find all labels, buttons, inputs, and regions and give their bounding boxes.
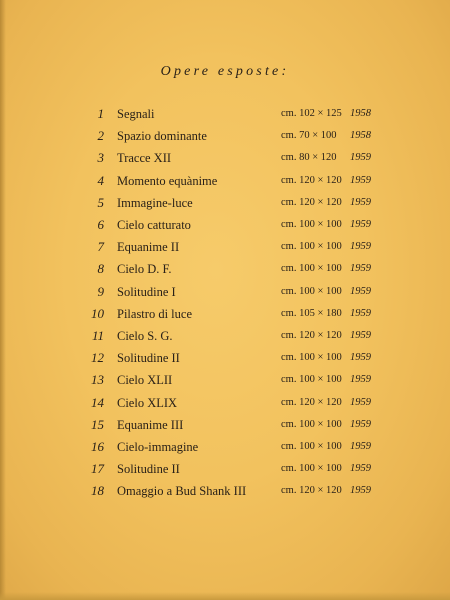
work-row xyxy=(0,282,450,302)
work-row xyxy=(0,193,450,213)
work-number: 3 xyxy=(97,150,104,166)
work-row xyxy=(0,370,450,390)
work-title: Immagine-luce xyxy=(117,195,193,210)
work-row xyxy=(0,259,450,279)
work-title: Cielo catturato xyxy=(117,218,191,232)
work-number: 6 xyxy=(97,217,104,232)
work-title: Solitudine II xyxy=(117,351,180,366)
work-year: 1959 xyxy=(350,219,371,230)
work-title: Cielo-immagine xyxy=(117,440,199,454)
work-number: 11 xyxy=(91,328,104,343)
work-dimensions: cm. 100 × 100 xyxy=(281,418,342,430)
work-row xyxy=(0,237,450,257)
work-title: Cielo XLIX xyxy=(117,395,178,410)
work-title: Momento equànime xyxy=(117,173,218,188)
work-dimensions: cm. 80 × 120 xyxy=(281,152,337,164)
work-number: 13 xyxy=(91,372,104,388)
work-number: 15 xyxy=(91,416,104,432)
work-row xyxy=(0,348,450,368)
work-year: 1959 xyxy=(350,241,371,253)
work-row xyxy=(0,304,450,324)
work-title: Equanime III xyxy=(117,417,184,432)
work-row xyxy=(0,459,450,479)
work-title: Solitudine I xyxy=(117,284,176,299)
work-dimensions: cm. 100 × 100 xyxy=(281,285,342,297)
work-dimensions: cm. 100 × 100 xyxy=(281,352,342,364)
work-row xyxy=(0,126,450,146)
work-year: 1959 xyxy=(350,485,371,497)
work-row xyxy=(0,171,450,191)
work-number: 17 xyxy=(91,461,104,477)
work-title: Cielo XLII xyxy=(117,373,173,388)
work-year: 1959 xyxy=(350,352,371,364)
work-dimensions: cm. 120 × 120 xyxy=(281,196,342,208)
work-number: 14 xyxy=(91,394,104,410)
page-bottom-shadow xyxy=(0,592,450,600)
work-title: Pilastro di luce xyxy=(117,306,192,321)
work-year: 1959 xyxy=(350,263,371,275)
page-heading: Opere esposte: xyxy=(160,64,290,79)
work-dimensions: cm. 100 × 100 xyxy=(281,263,342,275)
work-year: 1959 xyxy=(350,441,371,452)
work-dimensions: cm. 120 × 120 xyxy=(281,485,342,497)
work-number: 16 xyxy=(91,439,104,454)
work-dimensions: cm. 105 × 180 xyxy=(281,307,342,319)
work-number: 2 xyxy=(97,128,104,144)
work-number: 9 xyxy=(97,283,104,299)
work-dimensions: cm. 100 × 100 xyxy=(281,241,342,253)
work-number: 5 xyxy=(97,194,104,210)
work-year: 1959 xyxy=(350,285,371,297)
work-number: 4 xyxy=(97,172,104,188)
work-dimensions: cm. 100 × 100 xyxy=(281,374,342,386)
work-year: 1958 xyxy=(350,108,371,119)
work-number: 7 xyxy=(97,239,104,255)
work-dimensions: cm. 102 × 125 xyxy=(281,108,342,119)
work-number: 18 xyxy=(91,483,104,499)
work-row xyxy=(0,148,450,168)
work-number: 8 xyxy=(97,261,104,277)
work-row xyxy=(0,415,450,435)
work-dimensions: cm. 120 × 120 xyxy=(281,330,342,341)
work-title: Segnali xyxy=(117,107,155,121)
work-dimensions: cm. 100 × 100 xyxy=(281,219,342,230)
work-row xyxy=(0,393,450,413)
work-dimensions: cm. 120 × 120 xyxy=(281,396,342,408)
work-dimensions: cm. 120 × 120 xyxy=(281,174,342,186)
work-dimensions: cm. 100 × 100 xyxy=(281,463,342,475)
work-row xyxy=(0,326,450,346)
work-title: Tracce XII xyxy=(117,151,172,166)
work-title: Equanime II xyxy=(117,240,180,255)
work-year: 1959 xyxy=(350,152,371,164)
work-dimensions: cm. 70 × 100 xyxy=(281,130,337,142)
work-title: Omaggio a Bud Shank III xyxy=(117,484,247,499)
work-year: 1959 xyxy=(350,307,371,319)
work-row xyxy=(0,104,450,124)
work-year: 1959 xyxy=(350,396,371,408)
work-number: 1 xyxy=(97,106,104,121)
work-title: Cielo D. F. xyxy=(117,262,172,277)
work-row xyxy=(0,215,450,235)
work-year: 1959 xyxy=(350,418,371,430)
work-row xyxy=(0,437,450,457)
work-title: Cielo S. G. xyxy=(117,329,173,343)
work-row xyxy=(0,481,450,501)
work-year: 1959 xyxy=(350,330,371,341)
work-title: Solitudine II xyxy=(117,462,180,477)
work-year: 1959 xyxy=(350,463,371,475)
work-title: Spazio dominante xyxy=(117,129,207,144)
work-number: 10 xyxy=(91,305,104,321)
work-year: 1959 xyxy=(350,174,371,186)
work-year: 1958 xyxy=(350,130,371,142)
work-number: 12 xyxy=(91,350,104,366)
work-dimensions: cm. 100 × 100 xyxy=(281,441,342,452)
work-year: 1959 xyxy=(350,374,371,386)
work-year: 1959 xyxy=(350,196,371,208)
